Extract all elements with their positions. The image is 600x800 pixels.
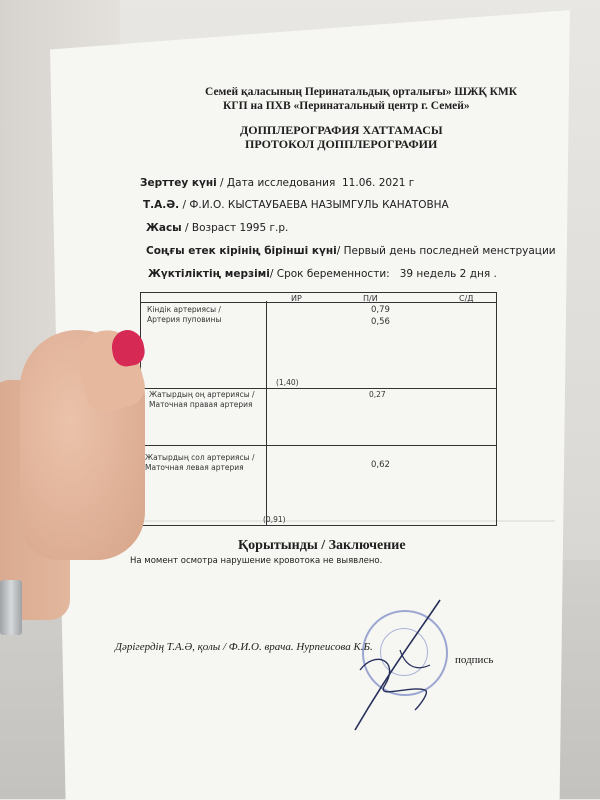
- row-1-label: [147, 305, 221, 325]
- doppler-table: [140, 292, 497, 526]
- row-3-label-kz: Жатырдың сол артериясы /: [145, 453, 255, 462]
- signature-label: подпись: [455, 654, 494, 666]
- header-sd: С/Д: [459, 294, 474, 303]
- field-lmp: [146, 245, 556, 257]
- org-line-1: Семей қаласының Перинатальдық орталығы» ШЖҚ КМК: [205, 86, 518, 98]
- name-value: КЫСТАУБАЕВА НАЗЫМГУЛЬ КАНАТОВНА: [227, 199, 449, 211]
- row-1-value-1: 0,79: [371, 305, 390, 315]
- row-3-label: [145, 453, 255, 473]
- doctor-line: Дәрігердің Т.А.Ә, қолы / Ф.И.О. врача. Нурпеисова К.Б.: [115, 641, 373, 653]
- term-label: Жүктіліктің мерзімі: [148, 268, 270, 280]
- lmp-label: Соңғы етек кірінің бірінші күні: [146, 245, 337, 257]
- age-label: Жасы: [146, 222, 182, 234]
- date-label: Зерттеу күні: [140, 177, 217, 189]
- org-line-2: КГП на ПХВ «Перинатальный центр г. Семей»: [223, 100, 470, 112]
- header-ir: ИР: [291, 294, 302, 303]
- row-1-label-kz: Кіндік артериясы /: [147, 305, 221, 314]
- title-ru: ПРОТОКОЛ ДОППЛЕРОГРАФИИ: [245, 137, 438, 151]
- name-label-ru: / Ф.И.О.: [182, 199, 225, 211]
- field-age: [146, 222, 288, 234]
- field-name: [143, 199, 449, 211]
- table-row-line-1: [141, 388, 496, 389]
- field-date: [140, 177, 414, 189]
- row-1-label-ru: Артерия пуповины: [147, 315, 222, 324]
- lmp-label-ru: / Первый день последней менструации: [336, 245, 556, 257]
- row-1-value-2: 0,56: [371, 317, 390, 327]
- term-value: 39 недель 2 дня .: [399, 268, 497, 280]
- wristwatch-icon: [0, 580, 22, 635]
- age-label-ru: / Возраст: [181, 222, 237, 234]
- row-2-value-1: 0,27: [369, 390, 386, 399]
- row-1-ref: (1,40): [276, 378, 299, 387]
- field-term: [148, 268, 497, 280]
- row-2-label: [149, 390, 255, 410]
- term-label-ru: / Срок беременности:: [269, 268, 390, 280]
- title-kz: ДОППЛЕРОГРАФИЯ ХАТТАМАСЫ: [240, 123, 443, 137]
- date-value: 11.06. 2021 г: [342, 177, 415, 189]
- row-3-value-1: 0,62: [371, 460, 390, 470]
- row-3-ref: (0,91): [263, 515, 286, 524]
- conclusion-text: На момент осмотра нарушение кровотока не выявлено.: [130, 556, 383, 566]
- row-2-label-kz: Жатырдың оң артериясы /: [149, 390, 255, 399]
- row-2-label-ru: Маточная правая артерия: [149, 400, 253, 409]
- header-pi: П/И: [363, 294, 378, 303]
- table-column-divider: [266, 301, 267, 525]
- handwritten-signature: [330, 590, 480, 740]
- date-label-ru: / Дата исследования: [216, 177, 336, 189]
- table-row-line-2: [141, 445, 496, 446]
- row-3-label-ru: Маточная левая артерия: [145, 463, 244, 472]
- conclusion-title: Қорытынды / Заключение: [238, 538, 406, 553]
- table-header-line: [141, 302, 496, 303]
- age-value: 1995 г.р.: [239, 222, 289, 234]
- name-label: Т.А.Ә.: [143, 199, 180, 211]
